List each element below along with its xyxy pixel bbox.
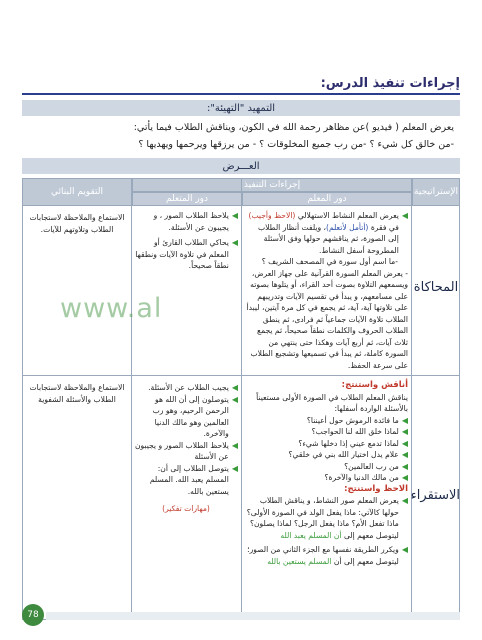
page-number: 78 — [22, 604, 44, 626]
intro-line: يعرض المعلم ( فيديو )عن مظاهر رحمة الله في الكون، ويناقش الطلاب فيما يأتي: — [133, 122, 454, 133]
strategy-header — [412, 178, 460, 206]
thinking-skills-note: (مهارات تفكير) — [162, 504, 210, 513]
procedures-header-label: إجراءات التنفيذ — [243, 180, 301, 190]
footer-bar — [46, 612, 460, 620]
strategy-induction: الاستقراء — [410, 488, 460, 503]
column-divider — [411, 178, 412, 618]
question-item — [246, 461, 408, 473]
teacher-bullet — [246, 544, 408, 567]
highlight-conclusion: المسلم يستعين بالله — [267, 556, 332, 566]
learner-text: يتوصل الطلاب إلى أن: المسلم يعبد الله. المسلم يستعين بالله. — [149, 463, 229, 496]
formative-2: الاستماع والملاحظة لاستجابات الطلاب والأسئلة الشفوية — [29, 383, 125, 404]
learner-bullet — [134, 394, 238, 440]
question-item — [246, 415, 408, 427]
learner-bullet — [134, 463, 238, 498]
learner-text: يلاحظ الطلاب الصور ، و يجيبون عن الأسئلة. — [153, 211, 229, 232]
bullet-arrow-icon: ◀ — [231, 463, 238, 473]
learner-text: يلاحظ الطلاب الصور و يجيبون عن الأسئلة — [134, 440, 229, 461]
intro-text — [22, 119, 460, 153]
observe-heading: الاحظ واستنتج: — [344, 483, 408, 494]
question-text: علام يدل اختيار الله بني في خلقي؟ — [288, 450, 399, 459]
teacher-role-2 — [246, 380, 408, 567]
strategy-header-label: الإستراتيجية — [414, 187, 458, 197]
presentation-label: العـــرض — [222, 160, 260, 172]
highlight-activity: (الاحظ وأجيب) — [248, 211, 296, 220]
column-divider — [131, 178, 132, 618]
intro-heading-band — [22, 100, 460, 116]
text-span: يعرض المعلم صور النشاط، و يناقش الطلاب حولها كالآتي: ماذا يفعل الولد في الصورة الأولى؟ ماذا تفعل الأم؟ ماذا يفعل الرجل؟ لماذا يصلون؟ ليتوصل معهم إلى — [246, 496, 399, 540]
learner-header — [132, 192, 242, 206]
question-text: من رب العالمين؟ — [344, 461, 399, 471]
text-span: ويكرر الطريقة نفسها مع الجزء الثاني من الصور؛ ليتوصل معهم إلى أن — [247, 545, 399, 566]
question-item — [246, 449, 408, 461]
teacher-paragraph — [246, 544, 399, 567]
learner-role-2 — [134, 382, 238, 515]
highlight-section: (أتأمل لأتعلم) — [326, 222, 369, 232]
bullet-arrow-icon: ◀ — [231, 238, 238, 247]
bullet-arrow-icon: ◀ — [231, 394, 238, 404]
bullet-arrow-icon: ◀ — [231, 383, 238, 392]
learner-header-label: دور المتعلم — [165, 194, 209, 204]
text-span: يعرض المعلم النشاط الاستهلالي — [297, 211, 399, 220]
formative-header — [22, 178, 132, 206]
text-span: في — [388, 222, 399, 232]
bullet-arrow-icon: ◀ — [401, 473, 408, 482]
discuss-heading: أناقش واستنتج: — [341, 380, 408, 390]
intro-questions: -من خالق كل شيء ؟ -من رب جميع المخلوقات ؟ - من يرزقها ويرحمها ويهديها ؟ — [138, 139, 454, 150]
question-text: لماذا خلق الله لنا الحواجب؟ — [311, 427, 399, 436]
intro-heading: التمهيد "التهيئة": — [206, 102, 276, 114]
bullet-arrow-icon: ◀ — [401, 415, 408, 425]
question-item — [246, 472, 408, 484]
teacher-role-1 — [246, 210, 408, 371]
learner-role-1 — [134, 210, 238, 272]
question-item — [246, 426, 408, 438]
question-text: ما فائدة الرموش حول أعيننا؟ — [306, 415, 399, 425]
bullet-arrow-icon: ◀ — [231, 440, 238, 450]
teacher-header — [242, 192, 412, 206]
bullet-arrow-icon: ◀ — [401, 450, 408, 459]
bullet-arrow-icon: ◀ — [401, 427, 408, 436]
question-text: لماذا تدمع عيني إذا دخلها شيء؟ — [298, 438, 399, 448]
formative-header-label: التقويم البنائي — [51, 187, 103, 197]
bullet-arrow-icon: ◀ — [401, 211, 408, 220]
teacher-paragraph: يناقش المعلم الطلاب في الصورة الأولى مستعيناً بالأسئلة الواردة أسفلها: — [256, 392, 408, 413]
text-span: فقرة — [370, 222, 387, 232]
procedures-header — [132, 178, 412, 192]
teacher-paragraph — [246, 495, 399, 541]
learner-bullet — [134, 237, 238, 272]
bullet-arrow-icon: ◀ — [401, 438, 408, 448]
row-divider — [22, 375, 460, 376]
text-span: ، ويلفت أنظار الطلاب إلى الصورة، ثم يناقشهم حولها وفق الأسئلة المطروحة أسفل النشاط. — [257, 222, 399, 255]
teacher-header-label: دور المعلم — [307, 194, 347, 204]
watermark: www.al — [60, 293, 163, 324]
learner-bullet — [134, 382, 238, 394]
question-text: من مالك الدنيا والآخرة؟ — [324, 473, 399, 482]
learner-text: يجيب الطلاب عن الأسئلة. — [148, 383, 229, 392]
teacher-bullet — [246, 495, 408, 541]
bullet-arrow-icon: ◀ — [231, 211, 238, 220]
teacher-paragraph — [246, 210, 399, 256]
strategy-simulation: المحاكاة — [413, 280, 459, 295]
bullet-arrow-icon: ◀ — [401, 496, 408, 505]
question-item — [246, 438, 408, 450]
column-divider — [241, 178, 242, 618]
bullet-arrow-icon: ◀ — [401, 545, 408, 554]
learner-bullet — [134, 440, 238, 463]
teacher-bullet — [246, 210, 408, 256]
learner-text: يتوصلون إلى أن الله هو الرحمن الرحيم، وهو رب العالمين وهو مالك الدنيا والآخرة. — [152, 394, 229, 438]
learner-text: يحاكي الطلاب القارئ أو المعلم في تلاوة الآيات ونطقها نطقاً صحيحاً. — [135, 238, 229, 270]
bullet-arrow-icon: ◀ — [401, 461, 408, 471]
highlight-conclusion: أن المسلم يعبد الله — [280, 530, 342, 540]
formative-1: الاستماع والملاحظة لاستجابات الطلاب وتلاوتهم للآيات. — [29, 213, 125, 234]
teacher-paragraph-2: - يعرض المعلم السورة القرآنية على جهاز العرض، ويسمعهم التلاوة بصوت أحد القراء، أو يتلوها بصوته على مسامعهم، و يبدأ في تقسيم الآيات وتدريبهم على تلاوتها آية، آية، ثم يجمع في كل مرة آيتين، ليبدأ الطلاب تلاوة الآيات جماعياً ثم فرادى، ثم ينطق الطلاب الحروف والكلمات نطقاً صحيحاً، ثم يجمع ثلاث آيات، ثم أربع آيات وهكذا حتى ينتهي من السورة كاملة، ثم يبدأ في تسميعها وتشجيع الطلاب على سرعة الحفظ. — [246, 268, 408, 370]
presentation-band — [22, 158, 460, 174]
title-underline — [22, 93, 460, 95]
learner-bullet — [134, 210, 238, 233]
page-title: إجراءات تنفيذ الدرس: — [320, 76, 460, 91]
teacher-question: -ما اسم أول سورة في المصحف الشريف ؟ — [261, 257, 398, 266]
